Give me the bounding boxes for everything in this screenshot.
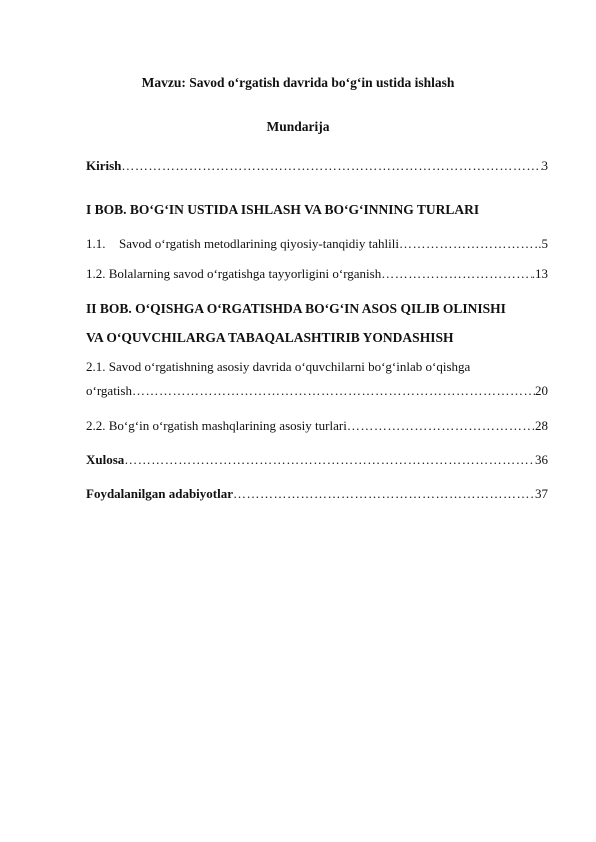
toc-entry-references[interactable] [86,486,548,502]
toc-entry-label [86,236,399,252]
toc-entry-2-1[interactable] [86,383,548,399]
toc-entry-1-1[interactable] [86,236,548,252]
toc-entry-1-2[interactable] [86,266,548,282]
toc-leader-dots [124,452,535,468]
toc-entry-label: 1.2. Bolalarning savod o‘rgatishga tayyorligini o‘rganish [86,266,382,281]
toc-entry-label: o‘rgatish [86,383,132,398]
toc-chapter-1-title[interactable]: I BOB. BO‘G‘IN USTIDA ISHLASH VA BO‘G‘INNING TURLARI [86,202,480,217]
toc-page-number: 37 [535,486,548,501]
toc-entry-label: Foydalanilgan adabiyotlar [86,486,233,501]
toc-leader-dots [347,418,532,434]
toc-page-number: .13 [531,266,548,281]
toc-leader-dots [381,266,532,282]
toc-entry-label: Kirish [86,158,122,173]
toc-page-number: .28 [531,418,548,433]
toc-leader-dots [132,383,535,399]
toc-entry-intro[interactable] [86,158,548,174]
toc-chapter-2-title-line1[interactable]: II BOB. O‘QISHGA O‘RGATISHDA BO‘G‘IN ASOS QILIB OLINISHI [86,301,506,316]
toc-entry-number: 1.1. [86,236,106,251]
document-title: Mavzu: Savod o‘rgatish davrida bo‘g‘in ustida ishlash [141,75,455,90]
toc-entry-label: 2.2. Bo‘g‘in o‘rgatish mashqlarining asosiy turlari [86,418,347,433]
toc-page-number: .5 [538,236,548,251]
toc-page-number: 20 [535,383,548,398]
toc-heading: Mundarija [266,119,330,134]
toc-entry-conclusion[interactable] [86,452,548,468]
toc-leader-dots [121,158,541,174]
toc-entry-label: Xulosa [86,452,125,467]
toc-entry-text: Savod o‘rgatish metodlarining qiyosiy-tanqidiy tahlili [119,236,399,251]
toc-leader-dots [233,486,535,502]
toc-entry-2-2[interactable] [86,418,548,434]
toc-chapter-2-title-line2[interactable]: VA O‘QUVCHILARGA TABAQALASHTIRIB YONDASHISH [86,330,454,345]
toc-leader-dots [399,236,538,252]
toc-page-number: 3 [541,158,548,173]
toc-entry-2-1-line1[interactable]: 2.1. Savod o‘rgatishning asosiy davrida o‘quvchilarni bo‘g‘inlab o‘qishga [86,359,471,374]
toc-page-number: 36 [535,452,548,467]
